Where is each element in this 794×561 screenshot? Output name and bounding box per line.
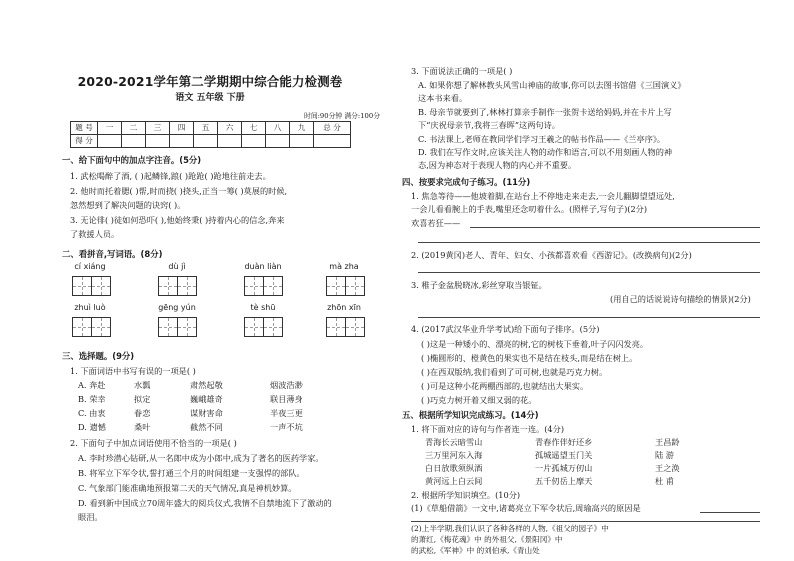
- tianzige-box[interactable]: [326, 317, 364, 337]
- score-cell[interactable]: [194, 135, 218, 148]
- option-word: C. 由衷: [78, 408, 106, 418]
- exam-title: 2020-2021学年第二学期期中综合能力检测卷: [77, 74, 343, 89]
- option-word: 联目薄身: [270, 394, 303, 404]
- time-score-line: 时间:90分钟 满分:100分: [304, 112, 380, 120]
- pinyin-label: cí xiáng: [74, 262, 106, 271]
- option-word: 眷恋: [134, 408, 151, 418]
- q3-stem: 2. 下面句子中加点词语使用不恰当的一项是( ): [70, 438, 237, 448]
- match-verse[interactable]: 孤城遥望玉门关: [535, 450, 593, 460]
- q5-fill-line: 的萧红,《梅花魂》中 的外祖父,《景阳冈》中: [411, 535, 563, 544]
- pinyin-label: duàn liàn: [244, 262, 282, 271]
- q4-line: 欢喜若狂——: [411, 218, 461, 228]
- option-row: [78, 394, 303, 404]
- match-verse[interactable]: 青春作伴好还乡: [535, 437, 593, 447]
- q3-option-line: B. 将军立下军令状,誓打通三个月的时间组建一支强悍的部队。: [78, 468, 305, 478]
- match-author[interactable]: 王之涣: [655, 463, 680, 473]
- score-header-cell: 六: [218, 122, 242, 135]
- answer-line[interactable]: [700, 511, 760, 513]
- q5-fill-line: (1)《草船借箭》一文中,诸葛亮立下军令状后,周瑜高兴的原因是: [411, 503, 641, 513]
- option-word: 拟定: [134, 394, 151, 404]
- q4-order-line: ( )可是这种小花两棚西部的,也就结出大果实。: [421, 381, 589, 391]
- score-table: [70, 121, 351, 148]
- answer-line[interactable]: [418, 241, 760, 243]
- q3-option-line: D. 看到新中国成立70周年盛大的阅兵仪式,我情不自禁地流下了激动的: [78, 498, 332, 508]
- score-cell[interactable]: [98, 135, 122, 148]
- q1-line: 忽然想到了解决问题的诀窍( )。: [70, 200, 186, 210]
- q3b-line: A. 如果你想了解林教头风雪山神庙的故事,你可以去图书馆借《三国演义》: [418, 80, 686, 90]
- q4-line: 4. (2017武汉华业升学考试)给下面句子排序。(5分): [411, 324, 600, 334]
- answer-line[interactable]: [470, 226, 760, 228]
- q5-fill-line: 的武松,《军神》中 的刘伯承,《青山处: [411, 546, 540, 555]
- q3b-line: 下“庆祝母亲节,我将三春晖”这两句诗。: [418, 120, 560, 130]
- q5-line: 2. 根据所学知识填空。(10分): [411, 490, 521, 500]
- q3b-line: 这本书来看。: [418, 93, 468, 103]
- option-row: [78, 408, 303, 418]
- section-heading-q2: 二、看拼音,写词语。(8分): [62, 249, 163, 259]
- option-word: A. 奔赴: [78, 380, 106, 390]
- option-word: 截然不同: [190, 422, 223, 432]
- q4-order-line: ( )在西双版纳,我们看到了可可树,也就是巧克力树。: [421, 367, 608, 377]
- match-verse[interactable]: 一片孤城万仞山: [535, 463, 593, 473]
- tianzige-box[interactable]: [244, 276, 282, 296]
- q3b-line: 态,因为神态对于表现人物的内心并不重要。: [418, 160, 577, 170]
- answer-line[interactable]: [411, 520, 760, 522]
- section-heading-q4: 四、按要求完成句子练习。(11分): [402, 177, 531, 187]
- score-header-cell: 总 分: [314, 122, 351, 135]
- answer-line[interactable]: [418, 271, 760, 273]
- section-heading-q3: 三、选择题。(9分): [62, 351, 135, 361]
- q4-line: 3. 稚子金盆脱晓冰,彩丝穿取当银钲。: [411, 280, 547, 290]
- match-row: [425, 463, 680, 473]
- q4-line: (用自己的话说说诗句描绘的情景)(2分): [610, 294, 751, 304]
- score-header-cell: 七: [242, 122, 266, 135]
- score-cell[interactable]: [146, 135, 170, 148]
- q3-option-line: A. 李时珍潜心钻研,从一名郎中成为小郎中,成为了著名的医药学家。: [78, 453, 324, 463]
- option-row: [78, 380, 303, 390]
- match-author[interactable]: 王昌龄: [655, 437, 680, 447]
- option-word: 谋财害命: [190, 408, 223, 418]
- q1-line: 2. 他时而托着腮( )帮,时而挠( )挠头,正当一筹( )莫展的时候,: [70, 186, 288, 196]
- tianzige-box[interactable]: [72, 276, 110, 296]
- match-row: [425, 437, 680, 447]
- tianzige-box[interactable]: [326, 276, 364, 296]
- option-word: B. 荣幸: [78, 394, 106, 404]
- score-table-header-row: [71, 122, 351, 135]
- score-cell[interactable]: [242, 135, 266, 148]
- q4-line: 1. 焦急等待——他坡着脚,在站台上不停地走来走去,一会儿翻脚望望远处,: [411, 191, 675, 201]
- tianzige-box[interactable]: [158, 276, 196, 296]
- match-verse[interactable]: 青海长云暗雪山: [425, 437, 483, 447]
- option-word: 一声不坑: [270, 422, 303, 432]
- option-word: 肃然起敬: [190, 380, 223, 390]
- q3b-line: B. 母亲节就要到了,林林打算亲手制作一张贺卡送给妈妈,并在卡片上写: [418, 107, 672, 117]
- score-header-cell: 二: [122, 122, 146, 135]
- option-word: 半夜三更: [270, 408, 303, 418]
- score-header-cell: 题 号: [71, 122, 98, 135]
- pinyin-label: zhuì luò: [74, 303, 106, 312]
- score-cell[interactable]: [314, 135, 351, 148]
- q4-order-line: ( )椭圆形的、橙黄色的果实也不是结在枝头,而是结在树上。: [421, 353, 638, 363]
- score-cell[interactable]: [122, 135, 146, 148]
- option-word: 巍峨雄奇: [190, 394, 223, 404]
- score-header-cell: 四: [170, 122, 194, 135]
- option-word: D. 遗憾: [78, 422, 106, 432]
- pinyin-label: dù jì: [168, 262, 186, 271]
- q1-line: 1. 武松喝醉了酒, ( )起鳞锋,踉( )跄跄( )跄地往前走去。: [70, 171, 271, 181]
- score-header-cell: 九: [290, 122, 314, 135]
- score-header-cell: 五: [194, 122, 218, 135]
- tianzige-box[interactable]: [244, 317, 282, 337]
- pinyin-label: mà zha: [329, 262, 359, 271]
- score-header-cell: 三: [146, 122, 170, 135]
- q3b-line: D. 我们在写作文时,应该关注人物的动作和语言,可以不用刻画人物的神: [418, 147, 673, 157]
- match-author[interactable]: 陆 游: [655, 450, 674, 460]
- q5-fill-line: (2)上半学期,我们认识了各种各样的人物,《祖父的园子》中: [411, 524, 609, 533]
- option-word: 水瓢: [134, 380, 151, 390]
- score-cell[interactable]: [290, 135, 314, 148]
- score-cell[interactable]: [170, 135, 194, 148]
- q5-line: 1. 将下面对应的诗句与作者连一连。(4分): [411, 424, 565, 434]
- exam-subtitle: 语文 五年级 下册: [175, 93, 245, 103]
- option-word: 桑叶: [134, 422, 151, 432]
- score-row-label: 得 分: [71, 135, 98, 148]
- q3-option-line: C. 气象部门能准确地预报第二天的天气情况,真是神机妙算。: [78, 483, 297, 493]
- match-author[interactable]: 杜 甫: [655, 476, 674, 486]
- match-verse[interactable]: 白日放歌须纵酒: [425, 463, 483, 473]
- score-table-score-row: [71, 135, 351, 148]
- match-verse[interactable]: 黄河远上白云间: [425, 476, 483, 486]
- section-heading-q5: 五、根据所学知识完成练习。(14分): [402, 410, 539, 420]
- q3b-stem: 3. 下面说法正确的一项是( ): [411, 66, 513, 76]
- pinyin-label: gēng yún: [158, 303, 196, 312]
- q1-line: 3. 无论徘( )徒如何恐吓( ),他始终秉( )持着内心的信念,奔来: [70, 215, 285, 225]
- score-cell[interactable]: [218, 135, 242, 148]
- tianzige-box[interactable]: [72, 317, 110, 337]
- q3-stem: 1. 下面词语中书写有误的一项是( ): [70, 366, 196, 376]
- q4-order-line: ( )这是一种矮小的、漂亮的树,它的树枝下垂着,叶子闪闪发亮。: [421, 339, 649, 349]
- q4-order-line: ( )巧克力树开着又细又弱的花。: [421, 395, 537, 405]
- score-header-cell: 八: [266, 122, 290, 135]
- option-word: 烟波浩渺: [270, 380, 303, 390]
- q1-line: 了救援人员。: [70, 229, 120, 239]
- match-row: [425, 450, 674, 460]
- section-heading-q1: 一、给下面句中的加点字注音。(5分): [62, 155, 202, 165]
- pinyin-label: zhōn xīn: [327, 303, 361, 312]
- pinyin-label: tè shū: [250, 303, 276, 312]
- match-verse[interactable]: 三万里河东入海: [425, 450, 483, 460]
- score-cell[interactable]: [266, 135, 290, 148]
- q3-option-line: 眼泪。: [78, 512, 103, 522]
- answer-line[interactable]: [418, 316, 760, 318]
- option-row: [78, 422, 303, 432]
- q4-line: 2. (2019黄冈)老人、青年、妇女、小孩都喜欢看《西游记》。(改换病句)(2分): [411, 250, 692, 260]
- tianzige-box[interactable]: [158, 317, 196, 337]
- q3b-line: C. 书法课上,老师在教同学们学习王羲之的帖书作品——《兰亭序》。: [418, 134, 666, 144]
- match-row: [425, 476, 674, 486]
- match-verse[interactable]: 五千仞岳上摩天: [535, 476, 593, 486]
- q4-line: 一会儿看看腕上的手表,嘴里还念叨着什么。(照样子,写句子)(2分): [411, 204, 648, 214]
- score-header-cell: 一: [98, 122, 122, 135]
